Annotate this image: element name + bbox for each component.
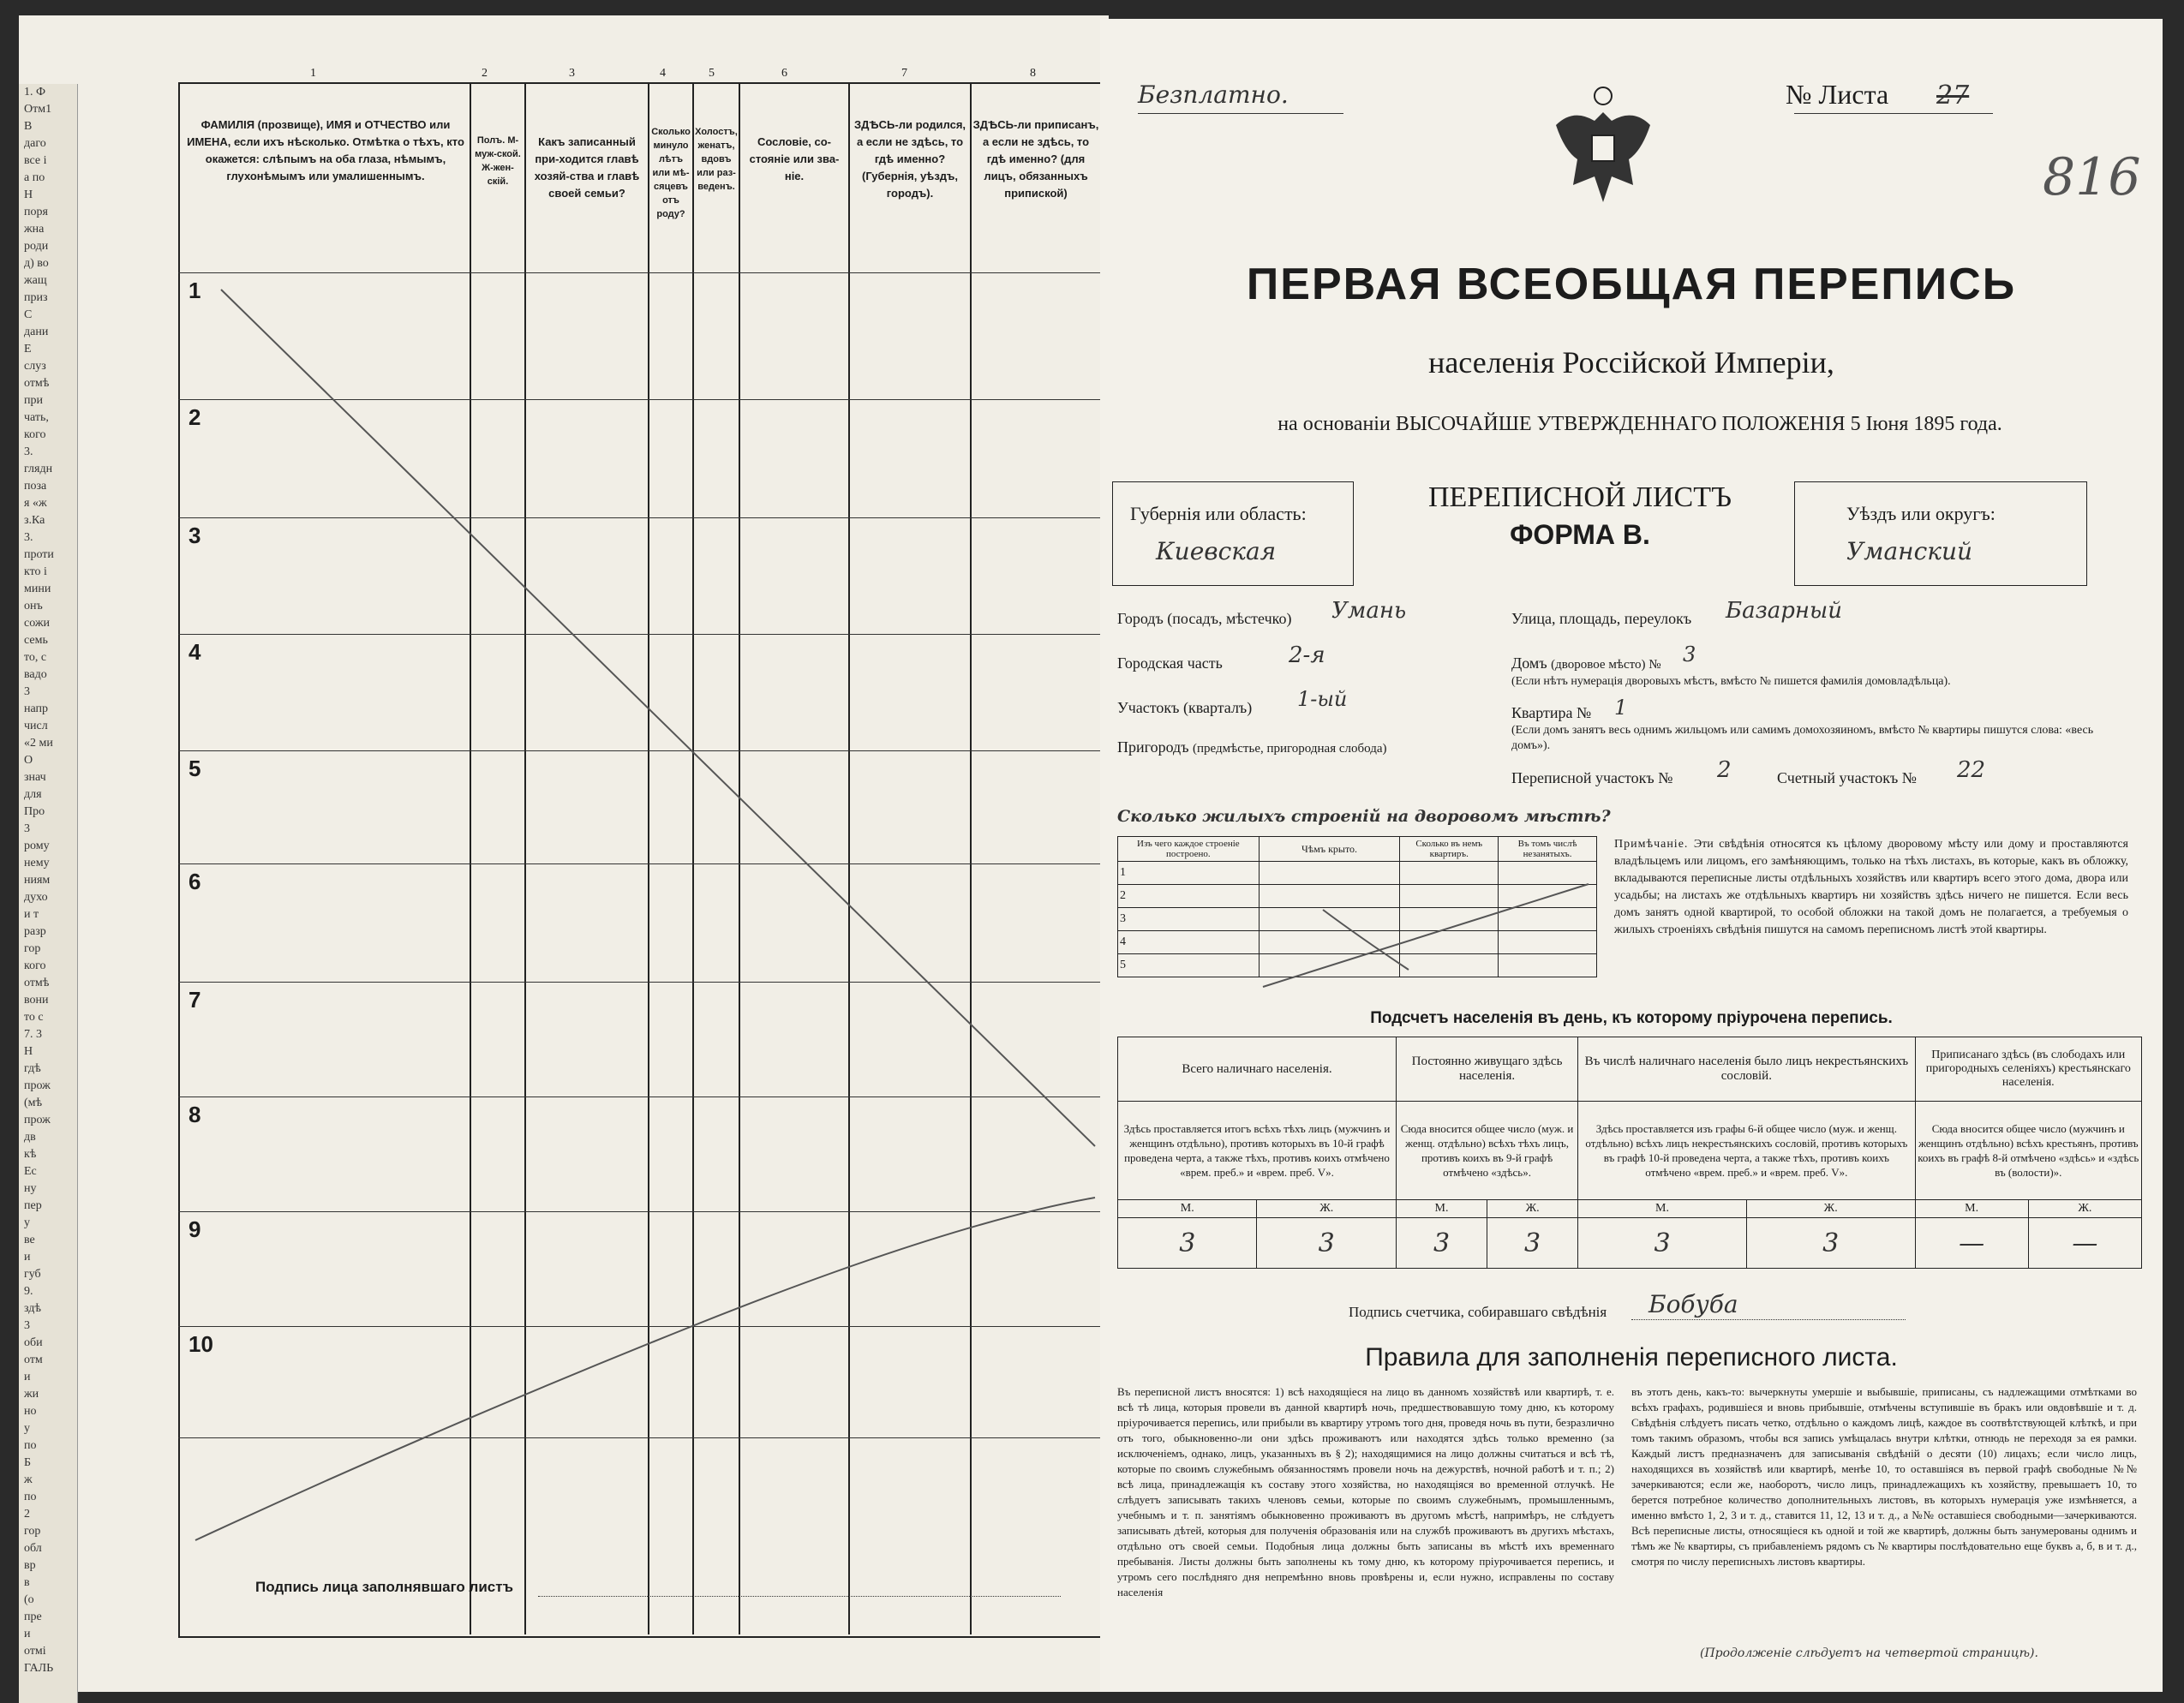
- cross-out-lines: [178, 272, 1102, 1634]
- strip-text-fragment: 7. 3: [24, 1028, 42, 1041]
- strip-text-fragment: кого: [24, 959, 46, 972]
- strip-text-fragment: Отм1: [24, 103, 52, 116]
- strip-text-fragment: при: [24, 394, 43, 407]
- sex-label: М.: [1118, 1200, 1257, 1218]
- row-number: 8: [188, 1102, 201, 1127]
- strip-text-fragment: Б: [24, 1456, 32, 1469]
- buildings-note: [1614, 836, 2128, 939]
- rules-left-column: Въ переписной листъ вносятся: 1) всѣ находящіеся на лицо въ данномъ хозяйствѣ или квартирѣ, т. е. всѣ тѣ лица, которыя провели въ данной квартирѣ ночь, предшествовавшую тому дню, къ которому пріурочивается перепись, или прибыли въ квартиру утромъ того дня, проведя ночь въ пути, безразлично отъ того, обыкновенно-ли они здѣсь проживаютъ или находятся здѣсь только временно (за исключеніемъ, однако, лицъ, указанныхъ въ § 2); находящимися на лицо должны считаться и всѣ тѣ, которые по своимъ служебнымъ обязанностямъ провели ночь на дежурствѣ, ночной работѣ и т. п.; 2) всѣ лица, принадлежащія къ составу этого хозяйства, но находящіяся во временной отлучкѣ. Не слѣдуетъ записывать такихъ членовъ семьи, которые по своимъ служебнымъ, промышленнымъ, учебнымъ и т. п. занятіямъ обыкновенно проживаютъ въ другомъ мѣстѣ, напримѣръ, не слѣдуетъ записывать дѣтей, которыя для полученія образованія или на службѣ проживаютъ въ другихъ мѣстахъ, отдѣльно отъ своей семьи. Подобныя лица должны быть записаны въ мѣстѣ ихъ временнаго пребыванія. Листы должны быть заполнены къ тому дню, къ которому пріурочивается перепись, и утромъ сего послѣдняго дня непремѣнно вновь провѣрены и, если нужно, исправлены по составу населенія: [1117, 1385, 1614, 1598]
- strip-text-fragment: «2 ми: [24, 737, 53, 750]
- strip-text-fragment: обл: [24, 1542, 42, 1555]
- strip-text-fragment: 3.: [24, 531, 33, 544]
- buildings-header: Въ томъ числѣ незанятыхъ.: [1499, 837, 1597, 862]
- gubernia-value[interactable]: Киевская: [1156, 537, 1277, 565]
- strip-text-fragment: даго: [24, 137, 46, 150]
- strip-text-fragment: 1. Ф: [24, 86, 46, 99]
- district-label: Городская часть: [1117, 654, 1223, 672]
- row-number: 9: [188, 1216, 201, 1242]
- count-description: Сюда вносится общее число (мужчинъ и женщинъ отдѣльно) всѣхъ крестьянъ, противъ коихъ въ графѣ 8-й отмѣчено «здѣсь» и «здѣсь въ (волости)».: [1915, 1102, 2141, 1200]
- sex-label: Ж.: [1257, 1200, 1397, 1218]
- strip-text-fragment: для: [24, 788, 42, 801]
- quarter-value[interactable]: 1-ый: [1297, 687, 1348, 711]
- column-number: 3: [569, 67, 575, 80]
- buildings-header: Сколько въ немъ квартиръ.: [1400, 837, 1499, 862]
- count-header: Всего наличнаго населенія.: [1118, 1037, 1397, 1102]
- sheet-label: № Листа: [1786, 79, 1889, 110]
- suburb-label-text: Пригородъ: [1117, 738, 1189, 756]
- count-description: Здѣсь проставляется изъ графы 6-й общее число (муж. и женщ. отдѣльно) всѣхъ лицъ некрестьянскихъ сословій, противъ которыхъ въ графѣ 10-й проведена черта, а также тѣхъ, противъ коихъ отмѣчено «врем. преб.» и «врем. преб. V».: [1578, 1102, 1915, 1200]
- gubernia-box: [1112, 481, 1354, 586]
- strip-text-fragment: знач: [24, 771, 46, 784]
- strip-text-fragment: 3.: [24, 445, 33, 458]
- strip-text-fragment: у: [24, 1422, 30, 1435]
- count-value[interactable]: 3: [1396, 1218, 1487, 1269]
- strip-text-fragment: онъ: [24, 600, 43, 612]
- strip-text-fragment: 2: [24, 1508, 30, 1521]
- count-value[interactable]: 3: [1746, 1218, 1915, 1269]
- count-description: Здѣсь проставляется итогъ всѣхъ тѣхъ лицъ (мужчинъ и женщинъ отдѣльно), противъ которыхъ въ 10-й графѣ проведена черта, а также тѣхъ, противъ коихъ отмѣчено «врем. преб.» и «врем. преб. V».: [1118, 1102, 1397, 1200]
- buildings-row-num: 5: [1118, 954, 1260, 977]
- district-value[interactable]: 2-я: [1289, 642, 1325, 668]
- column-header-age: Сколько минуло лѣтъ или мѣ-сяцевъ отъ роду?: [649, 82, 694, 314]
- strip-text-fragment: ну: [24, 1182, 37, 1195]
- strip-text-fragment: 3: [24, 1319, 30, 1332]
- row-number: 1: [188, 278, 201, 303]
- row-number: 4: [188, 639, 201, 665]
- count-header: Приписанаго здѣсь (въ слободахъ или пригородныхъ селеніяхъ) крестьянскаго населенія.: [1915, 1037, 2141, 1102]
- strip-text-fragment: мини: [24, 583, 51, 595]
- strip-text-fragment: жи: [24, 1388, 39, 1401]
- strip-text-fragment: но: [24, 1405, 37, 1418]
- strip-text-fragment: рому: [24, 840, 50, 852]
- row-number: 3: [188, 523, 201, 548]
- buildings-row-num: 3: [1118, 908, 1260, 931]
- uezd-value[interactable]: Уманский: [1846, 537, 1973, 565]
- suburb-note: (предмѣстье, пригородная слобода): [1193, 742, 1387, 756]
- city-value[interactable]: Умань: [1331, 598, 1407, 624]
- strip-text-fragment: и: [24, 1628, 31, 1640]
- column-number: 6: [781, 67, 787, 80]
- strip-text-fragment: все і: [24, 154, 47, 167]
- row-number: 6: [188, 869, 201, 894]
- strip-text-fragment: В: [24, 120, 33, 133]
- strip-text-fragment: вр: [24, 1559, 36, 1572]
- sheet-underline: [1794, 113, 1993, 114]
- apt-hint: (Если домъ занятъ весь однимъ жильцомъ или самимъ домохозяиномъ, вмѣсто № квартиры пишутся слова: «весь домъ»).: [1511, 724, 2094, 752]
- strip-text-fragment: Н: [24, 188, 33, 201]
- strip-text-fragment: кого: [24, 428, 46, 441]
- census-area-value[interactable]: 2: [1717, 757, 1732, 783]
- census-basis: на основаніи ВЫСОЧАЙШЕ УТВЕРЖДЕННАГО ПОЛОЖЕНІЯ 5 Іюня 1895 года.: [1277, 413, 2002, 435]
- sex-label: М.: [1915, 1200, 2028, 1218]
- strip-text-fragment: дани: [24, 326, 49, 338]
- strip-text-fragment: Про: [24, 805, 45, 818]
- count-description: Сюда вносится общее число (муж. и женщ. отдѣльно) всѣхъ тѣхъ лицъ, противъ коихъ въ 9-й графѣ отмѣчено «здѣсь».: [1396, 1102, 1577, 1200]
- count-area-value[interactable]: 22: [1957, 757, 1986, 783]
- strip-text-fragment: здѣ: [24, 1302, 42, 1315]
- strip-text-fragment: глядн: [24, 463, 53, 475]
- street-label: Улица, площадь, переулокъ: [1511, 610, 1692, 627]
- strip-text-fragment: д) во: [24, 257, 49, 270]
- strip-text-fragment: жна: [24, 223, 45, 236]
- column-header-marital: Холостъ, женатъ, вдовъ или раз-веденъ.: [694, 82, 740, 314]
- strip-text-fragment: приз: [24, 291, 48, 304]
- strip-text-fragment: ГАЛЬ: [24, 1662, 54, 1675]
- free-label: Безплатно.: [1138, 81, 1289, 109]
- strip-text-fragment: и т: [24, 908, 39, 921]
- count-header: Въ числѣ наличнаго населенія было лицъ некрестьянскихъ сословій.: [1578, 1037, 1915, 1102]
- note-text: Эти свѣдѣнія относятся къ цѣлому дворовому мѣсту или дому и проставляются владѣльцемъ или лицомъ, его замѣняющимъ, только на тѣхъ листахъ, въ которые, какъ въ обложку, вкладываются переписные листы отдѣльныхъ хозяйствъ или квартиръ всего этого дома, двора или усадьбы; на листахъ же отдѣльныхъ квартиръ ни хозяйствъ здѣсь ничего не пишется. Если весь домъ занятъ одной квартирой, то особой обложки на такой домъ не полагается, а требуемыя о жилыхъ строеніяхъ свѣдѣнія пишутся на самомъ переписномъ листѣ этой квартиры.: [1614, 838, 2128, 936]
- strip-text-fragment: чать,: [24, 411, 49, 424]
- apt-value[interactable]: 1: [1614, 696, 1628, 720]
- strip-text-fragment: ве: [24, 1234, 35, 1246]
- column-number: 8: [1030, 67, 1036, 80]
- gubernia-label: Губернія или область:: [1130, 503, 1307, 524]
- form-title: ПЕРЕПИСНОЙ ЛИСТЪ: [1427, 481, 1732, 513]
- strip-text-fragment: числ: [24, 720, 48, 732]
- suburb-label: [1117, 738, 1386, 756]
- strip-text-fragment: то с: [24, 1011, 44, 1024]
- strip-text-fragment: жащ: [24, 274, 47, 287]
- column-number: 2: [482, 67, 488, 80]
- strip-text-fragment: я «ж: [24, 497, 47, 510]
- buildings-header: Чѣмъ крыто.: [1259, 837, 1400, 862]
- sex-label: М.: [1578, 1200, 1747, 1218]
- strip-text-fragment: ж: [24, 1473, 33, 1486]
- strip-text-fragment: (о: [24, 1593, 34, 1606]
- strip-text-fragment: О: [24, 754, 33, 767]
- column-header-estate: Сословіе, со-стояніе или зва-ніе.: [740, 82, 850, 322]
- uezd-label: Уѣздъ или округъ:: [1846, 503, 1996, 524]
- free-underline: [1138, 113, 1343, 114]
- column-number: 5: [709, 67, 715, 80]
- signature-line[interactable]: [538, 1596, 1061, 1597]
- strip-text-fragment: С: [24, 308, 33, 321]
- strip-text-fragment: дв: [24, 1131, 36, 1144]
- counter-signature-label: Подпись счетчика, собиравшаго свѣдѣнія: [1349, 1304, 1607, 1320]
- column-header-name: ФАМИЛІЯ (прозвище), ИМЯ и ОТЧЕСТВО или ИМЕНА, если ихъ нѣсколько. Отмѣтка о тѣхъ, кто окажется: слѣпымъ на оба глаза, нѣмымъ, глухонѣмымъ или умалишеннымъ.: [182, 82, 471, 305]
- census-area-label: Переписной участокъ №: [1511, 769, 1673, 786]
- row-number: 5: [188, 756, 201, 781]
- left-margin-strip: [19, 84, 78, 1703]
- strip-text-fragment: проти: [24, 548, 54, 561]
- strip-text-fragment: отм: [24, 1353, 43, 1366]
- sex-label: Ж.: [1746, 1200, 1915, 1218]
- strip-text-fragment: сожи: [24, 617, 51, 630]
- strip-text-fragment: и: [24, 1251, 31, 1264]
- column-number: 7: [901, 67, 907, 80]
- buildings-row-num: 4: [1118, 931, 1260, 954]
- rules-title: Правила для заполненія переписного листа.: [1365, 1343, 1898, 1371]
- strip-text-fragment: гор: [24, 942, 41, 955]
- strip-text-fragment: слуз: [24, 360, 46, 373]
- strip-text-fragment: отмѣ: [24, 377, 50, 390]
- strip-text-fragment: вони: [24, 994, 49, 1007]
- uezd-box: [1794, 481, 2087, 586]
- strip-text-fragment: пер: [24, 1199, 42, 1212]
- strip-text-fragment: кто і: [24, 565, 47, 578]
- column-header-sex: Полъ. М-муж-ской. Ж-жен-скій.: [471, 82, 526, 322]
- strip-text-fragment: (мѣ: [24, 1096, 43, 1109]
- strip-text-fragment: а по: [24, 171, 45, 184]
- strip-text-fragment: духо: [24, 891, 48, 904]
- strip-text-fragment: Е: [24, 343, 32, 356]
- counter-signature-line: [1631, 1319, 1906, 1320]
- column-number: 1: [310, 67, 316, 80]
- city-label: Городъ (посадъ, мѣстечко): [1117, 610, 1292, 627]
- population-count-table: [1117, 1037, 2142, 1269]
- strip-text-fragment: нему: [24, 857, 50, 869]
- strip-text-fragment: пре: [24, 1610, 42, 1623]
- buildings-cross-out: [1254, 875, 1597, 1004]
- strip-text-fragment: отмі: [24, 1645, 46, 1658]
- house-note: (дворовое мѣсто) №: [1551, 658, 1661, 672]
- sheet-number: 27: [1936, 81, 1970, 111]
- column-number: 4: [660, 67, 666, 80]
- signature-label: Подпись лица заполнявшаго листъ: [255, 1579, 513, 1595]
- count-value[interactable]: 3: [1578, 1218, 1747, 1269]
- census-subtitle: населенія Россійской Имперіи,: [1428, 345, 1834, 379]
- form-subtitle: ФОРМА В.: [1510, 519, 1650, 550]
- strip-text-fragment: ниям: [24, 874, 51, 887]
- count-value[interactable]: 3: [1118, 1218, 1257, 1269]
- counter-signature-value[interactable]: Бобуба: [1648, 1290, 1738, 1318]
- strip-text-fragment: поза: [24, 480, 47, 493]
- strip-text-fragment: прож: [24, 1079, 51, 1092]
- count-header: Постоянно живущаго здѣсь населенія.: [1396, 1037, 1577, 1102]
- house-label: [1511, 654, 1661, 672]
- street-value[interactable]: Базарный: [1726, 598, 1842, 624]
- buildings-question: Сколько жилыхъ строеній на дворовомъ мѣстѣ?: [1117, 807, 1611, 826]
- strip-text-fragment: оби: [24, 1336, 43, 1349]
- column-header-relation: Какъ записанный при-ходится главѣ хозяй-ства и главѣ своей семьи?: [526, 82, 649, 322]
- strip-text-fragment: кѣ: [24, 1148, 37, 1161]
- strip-text-fragment: 3: [24, 822, 30, 835]
- strip-text-fragment: губ: [24, 1268, 41, 1281]
- strip-text-fragment: 9.: [24, 1285, 33, 1298]
- house-value[interactable]: 3: [1683, 642, 1696, 666]
- rules-right-column: въ этотъ день, какъ-то: вычеркнуты умершіе и выбывшіе, приписаны, съ надлежащими отмѣтками во всѣхъ графахъ, родившіеся и вновь прибывшіе, отмѣчены вступившіе въ бракъ или овдовѣвшіе и т. д. Свѣдѣнія слѣдуетъ писать четко, отдѣльно о каждомъ лицѣ, каждое въ соотвѣтствующей клѣткѣ, и при томъ такимъ образомъ, чтобы вся запись умѣщалась внутри клѣтки, отнюдь не переходя за ея рамки. Каждый листъ предназначенъ для записыванія свѣдѣній о десяти (10) лицахъ; если число лицъ, находящихся въ хозяйствѣ или квартирѣ, менѣе 10, то оставшіяся въ первой графѣ свободные №№ зачеркиваются; если же, наоборотъ, число лицъ, принадлежащихъ къ хозяйству, превышаетъ 10, то берется потребное количество дополнительныхъ листовъ, въ которыхъ нумерація уже измѣняется, а именно вмѣсто 1, 2, 3 и т. д., ставится 11, 12, 13 и т. д., а №№ оставшіеся свободными—зачеркиваются. Всѣ переписные листы, относящіеся къ одной и той же квартирѣ, должны быть занумерованы однимъ и тѣмъ же № квартиры, съ прибавленіемъ рядомъ съ № квартиры послѣдовательно еще буквъ а, б, в и т. д., смотря по числу переписныхъ листовъ квартиры.: [1631, 1385, 2137, 1568]
- strip-text-fragment: гдѣ: [24, 1062, 41, 1075]
- count-value[interactable]: 3: [1487, 1218, 1578, 1269]
- row-number: 10: [188, 1331, 213, 1357]
- strip-text-fragment: семь: [24, 634, 48, 647]
- row-number: 2: [188, 404, 201, 430]
- sex-label: М.: [1396, 1200, 1487, 1218]
- rules-continuation: (Продолженіе слѣдуетъ на четвертой страницѣ).: [1700, 1646, 2038, 1660]
- strip-text-fragment: напр: [24, 702, 49, 715]
- strip-text-fragment: гор: [24, 1525, 41, 1538]
- strip-text-fragment: по: [24, 1439, 37, 1452]
- strip-text-fragment: у: [24, 1216, 30, 1229]
- strip-text-fragment: Ес: [24, 1165, 37, 1178]
- strip-text-fragment: отмѣ: [24, 977, 50, 989]
- house-label-text: Домъ: [1511, 654, 1547, 672]
- strip-text-fragment: и: [24, 1371, 31, 1383]
- strip-text-fragment: разр: [24, 925, 46, 938]
- strip-text-fragment: в: [24, 1576, 30, 1589]
- apt-label: Квартира №: [1511, 704, 1592, 721]
- count-value[interactable]: —: [1915, 1218, 2028, 1269]
- column-header-registration: ЗДѢСЬ-ли приписанъ, а если не здѣсь, то гдѣ именно? (для лицъ, обязанныхъ припиской): [972, 118, 1099, 200]
- census-title: ПЕРВАЯ ВСЕОБЩАЯ ПЕРЕПИСЬ: [1246, 260, 2017, 309]
- strip-text-fragment: то, с: [24, 651, 47, 664]
- strip-text-fragment: Н: [24, 1045, 33, 1058]
- sex-label: Ж.: [1487, 1200, 1578, 1218]
- strip-text-fragment: роди: [24, 240, 49, 253]
- strip-text-fragment: вадо: [24, 668, 47, 681]
- strip-text-fragment: прож: [24, 1114, 51, 1126]
- count-value[interactable]: 3: [1257, 1218, 1397, 1269]
- imperial-eagle-icon: [1547, 82, 1659, 211]
- form-heading: [1400, 481, 1760, 551]
- right-page: [1100, 19, 2163, 1692]
- count-value[interactable]: —: [2028, 1218, 2141, 1269]
- strip-text-fragment: з.Ка: [24, 514, 45, 527]
- count-area-label: Счетный участокъ №: [1777, 769, 1917, 786]
- buildings-row-num: 2: [1118, 885, 1260, 908]
- strip-text-fragment: поря: [24, 206, 48, 218]
- quarter-label: Участокъ (кварталъ): [1117, 699, 1253, 716]
- strip-text-fragment: 3: [24, 685, 30, 698]
- strip-text-fragment: по: [24, 1491, 37, 1503]
- row-number: 7: [188, 987, 201, 1013]
- column-header-birthplace: ЗДѢСЬ-ли родился, а если не здѣсь, то гдѣ именно? (Губернія, уѣздъ, городъ).: [850, 82, 972, 305]
- archive-number: 816: [2043, 147, 2141, 207]
- buildings-row-num: 1: [1118, 862, 1260, 885]
- left-page: [19, 15, 1109, 1692]
- note-title: Примѣчаніе.: [1614, 838, 1689, 851]
- house-hint: (Если нѣтъ нумерація дворовыхъ мѣстъ, вмѣсто № пишется фамилія домовладѣльца).: [1511, 675, 1951, 688]
- sex-label: Ж.: [2028, 1200, 2141, 1218]
- count-title: Подсчетъ населенія въ день, къ которому пріурочена перепись.: [1370, 1009, 1893, 1027]
- buildings-header: Изъ чего каждое строеніе построено.: [1118, 837, 1260, 862]
